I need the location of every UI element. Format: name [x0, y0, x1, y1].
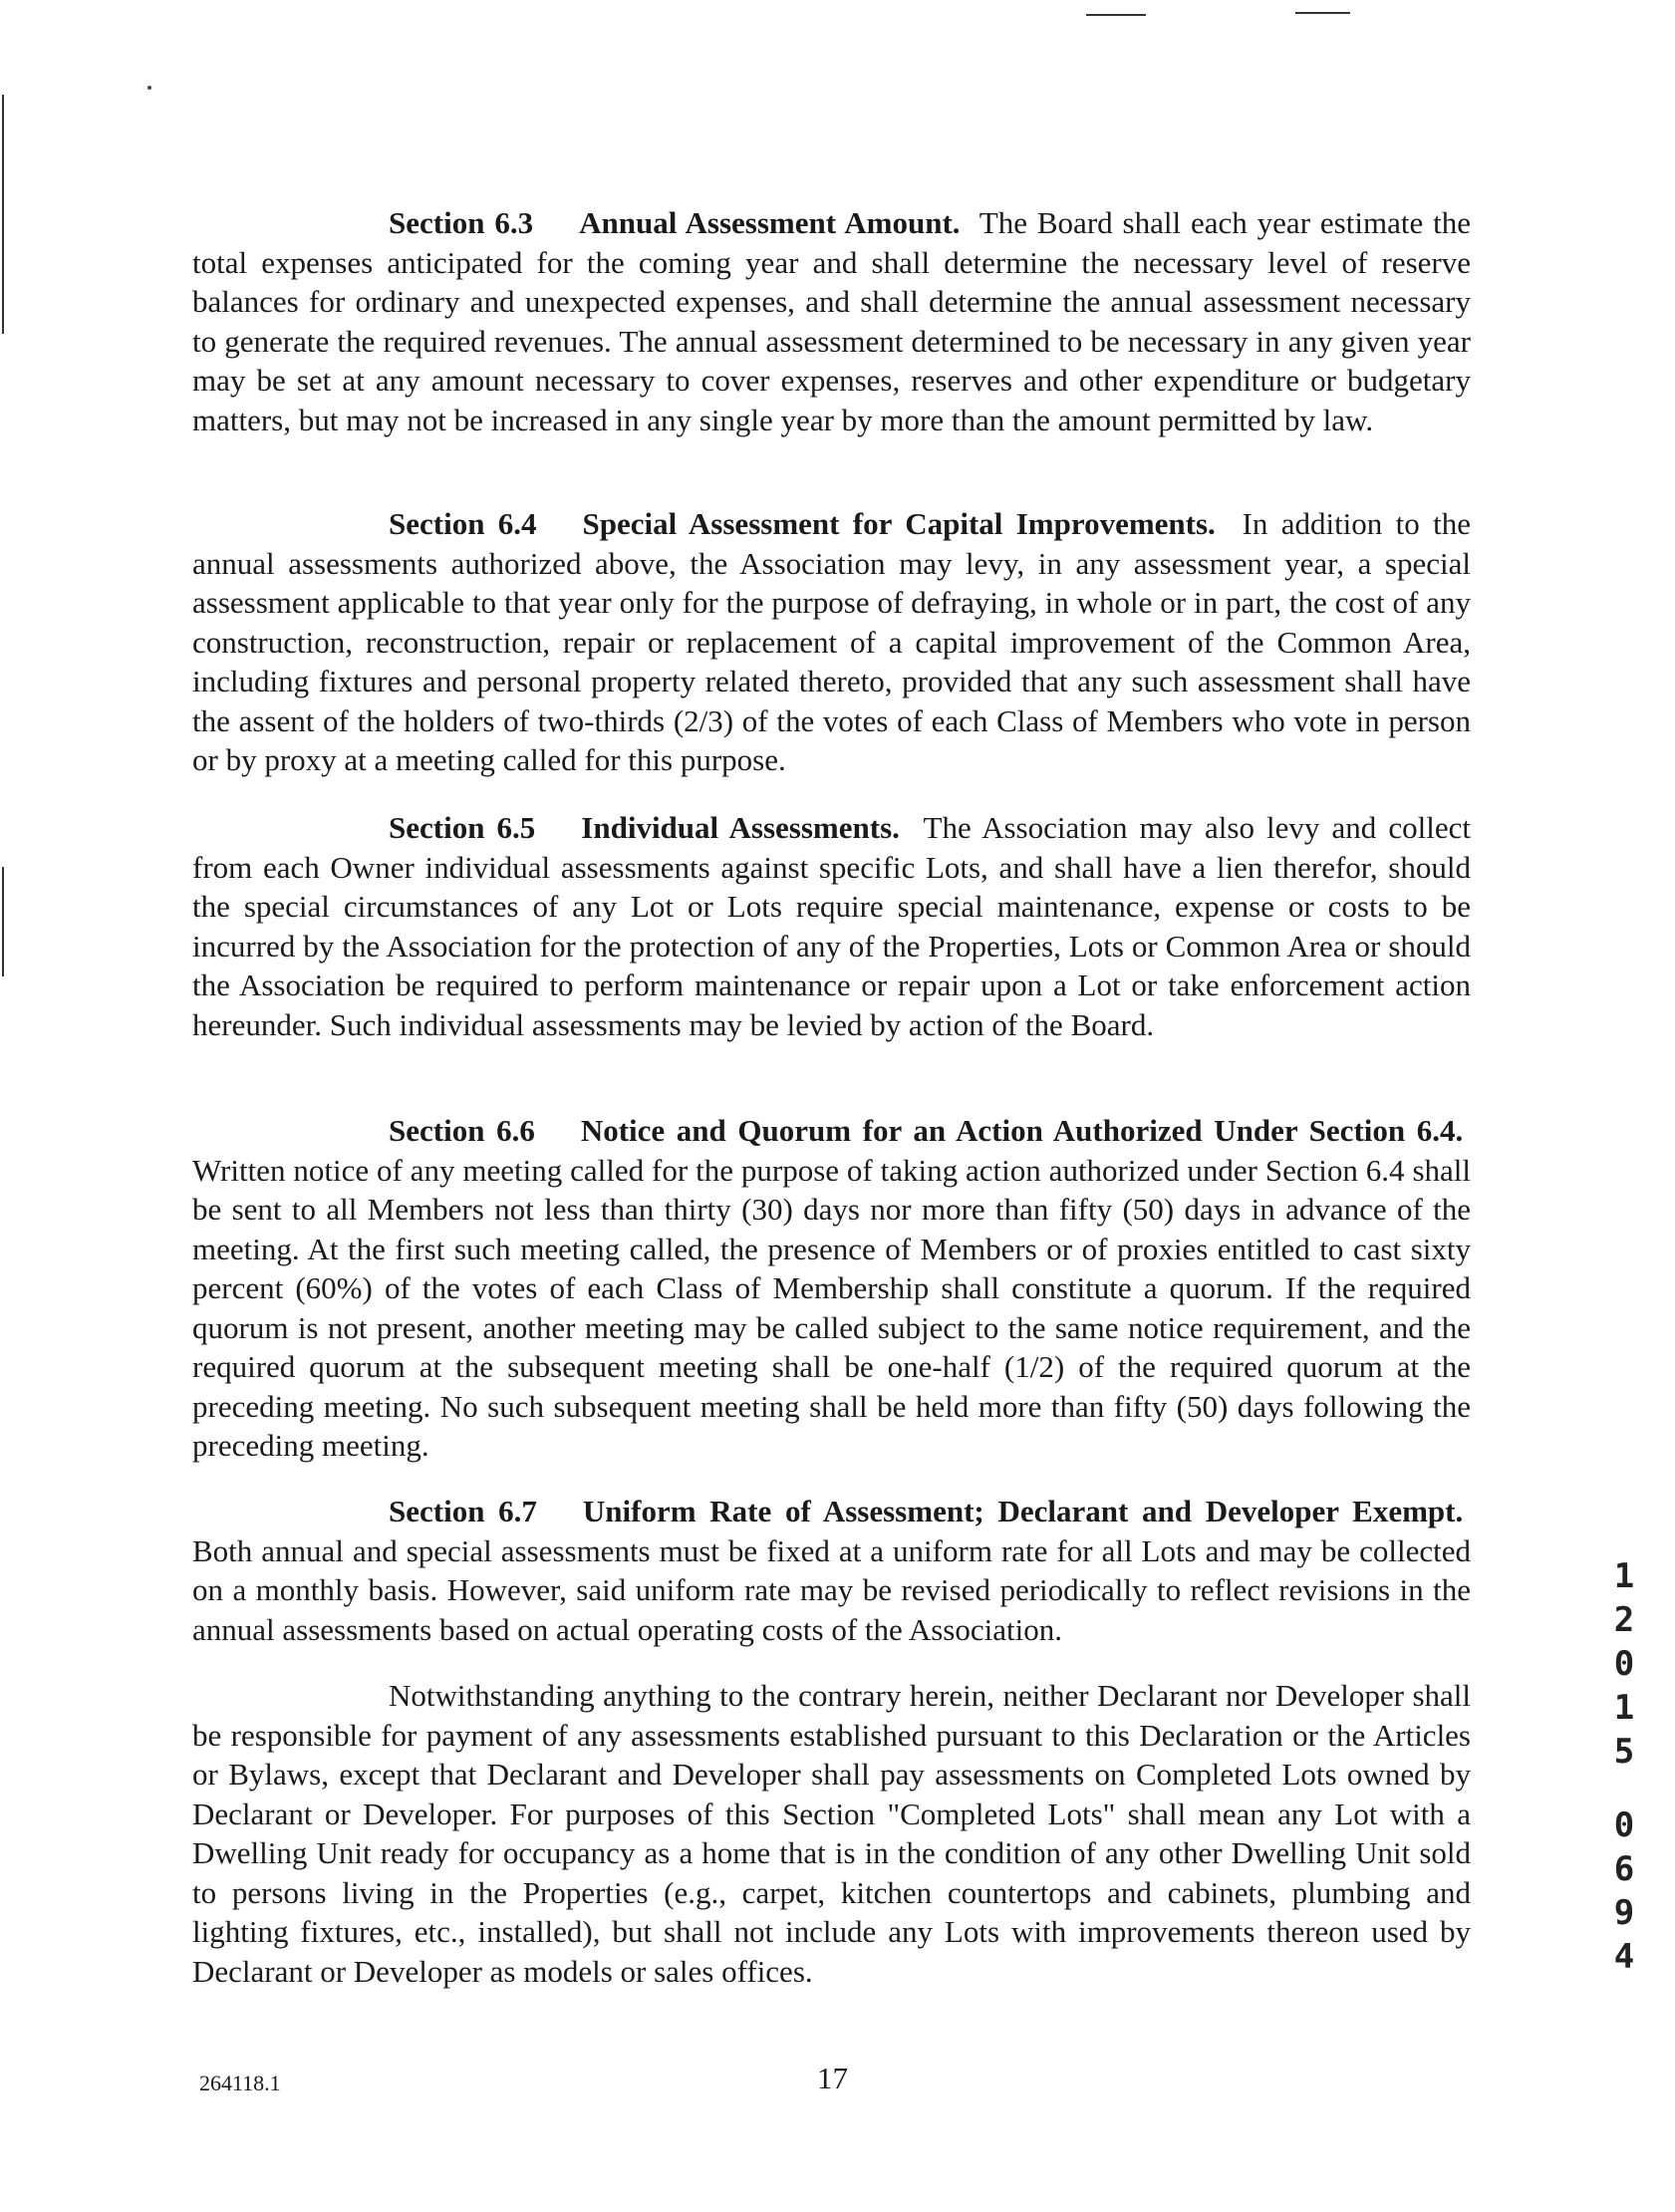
- stamp-char: 1: [1613, 1556, 1635, 1596]
- scan-line-top-a: [1086, 14, 1146, 16]
- stamp-char: 0: [1613, 1805, 1635, 1845]
- section-number: Section 6.7: [389, 1494, 537, 1528]
- scan-line-top-b: [1295, 12, 1350, 14]
- stamp-char: 9: [1613, 1893, 1635, 1933]
- section-body: Written notice of any meeting called for the purpose of taking action authorized under Section 6.4 shall be sent to all Members not less than thirty (30) days nor more than fifty (50) days in advance of the meeting. At the first such meeting called, the presence of Members or of proxies entitled to cast sixty percent (60%) of the votes of each Class of Membership shall constitute a quorum. If the required quorum is not present, another meeting may be called subject to the same notice requirement, and the required quorum at the subsequent meeting shall be one-half (1/2) of the required quorum at the preceding meeting. No such subsequent meeting shall be held more than fifty (50) days following the preceding meeting.: [192, 1152, 1471, 1463]
- stamp-char: 4: [1613, 1937, 1635, 1977]
- stamp-char: 1: [1613, 1688, 1635, 1728]
- stamp-char: 6: [1613, 1849, 1635, 1889]
- section-6-6: [192, 1111, 1471, 1466]
- paragraph-body: Notwithstanding anything to the contrary herein, neither Declarant nor Developer shall be responsible for payment of any assessments established pursuant to this Declaration or the Articles or Bylaws, except that Declarant and Developer shall pay assessments on Completed Lots owned by Declarant or Developer. For purposes of this Section "Completed Lots" shall mean any Lot with a Dwelling Unit ready for occupancy as a home that is in the condition of any other Dwelling Unit sold to persons living in the Properties (e.g., carpet, kitchen countertops and cabinets, plumbing and lighting fixtures, etc., installed), but shall not include any Lots with improvements thereon used by Declarant or Developer as models or sales offices.: [192, 1678, 1471, 1989]
- stamp-char: 2: [1613, 1600, 1635, 1640]
- section-6-7: [192, 1492, 1471, 1649]
- section-6-5: [192, 808, 1471, 1044]
- margin-recording-stamp: [1602, 1554, 1646, 1979]
- scan-speck: [147, 86, 151, 90]
- scan-line-left-mid: [2, 867, 4, 976]
- section-body: The Association may also levy and collect from each Owner individual assessments against specific Lots, and shall have a lien therefor, should the special circumstances of any Lot or Lots require special maintenance, expense or costs to be incurred by the Association for the protection of any of the Properties, Lots or Common Area or should the Association be required to perform maintenance or repair upon a Lot or take enforcement action hereunder. Such individual assessments may be levied by action of the Board.: [192, 810, 1471, 1042]
- stamp-char: 5: [1613, 1732, 1635, 1772]
- section-number: Section 6.6: [389, 1113, 535, 1148]
- continuation-paragraph: [192, 1676, 1471, 1991]
- footer-document-number: 264118.1: [199, 2071, 281, 2095]
- section-title: Individual Assessments.: [581, 810, 900, 845]
- section-title: Special Assessment for Capital Improvements.: [582, 506, 1216, 541]
- section-title: Annual Assessment Amount.: [579, 205, 961, 240]
- section-body: Both annual and special assessments must be fixed at a uniform rate for all Lots and may be collected on a monthly basis. However, said uniform rate may be revised periodically to reflect revisions in the annual assessments based on actual operating costs of the Association.: [192, 1532, 1471, 1647]
- section-body: In addition to the annual assessments authorized above, the Association may levy, in any assessment year, a special assessment applicable to that year only for the purpose of defraying, in whole or in part, the cost of any construction, reconstruction, repair or replacement of a capital improvement of the Common Area, including fixtures and personal property related thereto, provided that any such assessment shall have the assent of the holders of two-thirds (2/3) of the votes of each Class of Members who vote in person or by proxy at a meeting called for this purpose.: [192, 506, 1471, 777]
- section-title: Notice and Quorum for an Action Authorized Under Section 6.4.: [580, 1113, 1464, 1148]
- section-title: Uniform Rate of Assessment; Declarant and Developer Exempt.: [582, 1494, 1464, 1528]
- section-number: Section 6.4: [389, 506, 537, 541]
- section-number: Section 6.3: [389, 205, 534, 240]
- section-6-3: [192, 203, 1471, 439]
- section-body: The Board shall each year estimate the total expenses anticipated for the coming year and shall determine the necessary level of reserve balances for ordinary and unexpected expenses, and shall determine the annual assessment necessary to generate the required revenues. The annual assessment determined to be necessary in any given year may be set at any amount necessary to cover expenses, reserves and other expenditure or budgetary matters, but may not be increased in any single year by more than the amount permitted by law.: [192, 205, 1471, 437]
- footer-page-number: 17: [817, 2061, 848, 2095]
- stamp-char: 0: [1613, 1644, 1635, 1684]
- section-number: Section 6.5: [389, 810, 536, 845]
- scan-line-left-top: [2, 95, 4, 334]
- section-6-4: [192, 504, 1471, 780]
